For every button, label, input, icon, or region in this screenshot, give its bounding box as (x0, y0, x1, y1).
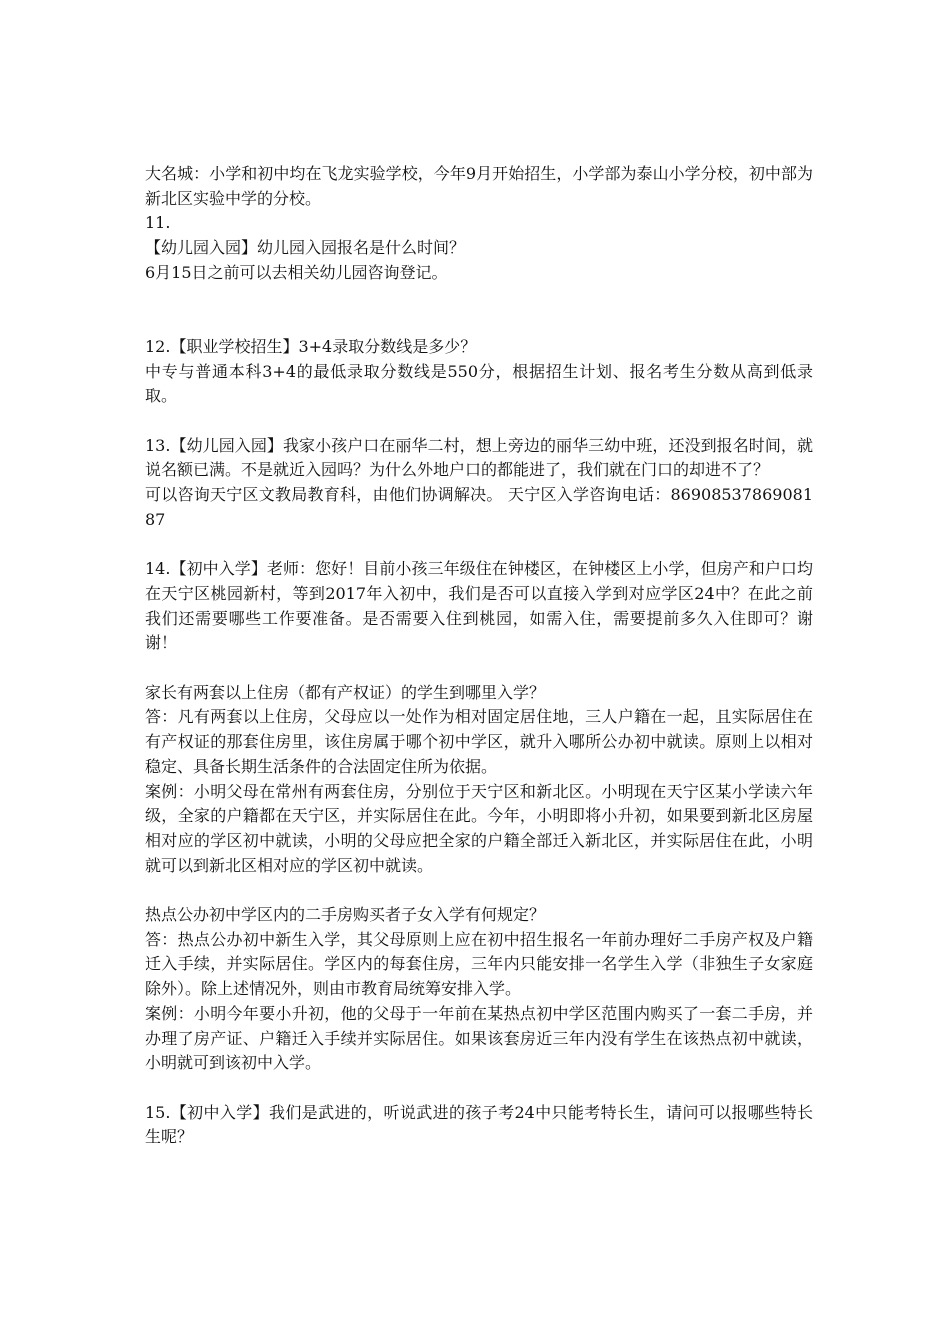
spacer (145, 1076, 813, 1101)
answer-13: 可以咨询天宁区文教局教育科，由他们协调解决。 天宁区入学咨询电话：8690853786908187 (145, 485, 813, 529)
faq-second-hand-case: 案例：小明今年要小升初，他的父母于一年前在某热点初中学区范围内购买了一套二手房，并办理了房产证、户籍迁入手续并实际居住。如果该套房近三年内没有学生在该热点初中就读，小明就可到该初中入学。 (145, 1003, 813, 1073)
question-11: 【幼儿园入园】幼儿园入园报名是什么时间？ (145, 238, 466, 258)
answer-12: 中专与普通本科3+4的最低录取分数线是550分，根据招生计划、报名考生分数从高到低录取。 (145, 361, 813, 406)
faq-two-houses-case: 案例：小明父母在常州有两套住房，分别位于天宁区和新北区。小明现在天宁区某小学读六年级，全家的户籍都在天宁区，并实际居住在此。今年，小明即将小升初，如果要到新北区房屋相对应的学区初中就读，小明的父母应把全家的户籍全部迁入新北区，并实际居住在此，小明就可以到新北区相对应的学区初中就读。 (145, 781, 813, 875)
spacer (145, 656, 813, 681)
spacer (145, 409, 813, 434)
paragraph-damingcheng: 大名城：小学和初中均在飞龙实验学校，今年9月开始招生，小学部为泰山小学分校，初中部为新北区实验中学的分校。 (145, 164, 813, 208)
question-14: 14.【初中入学】老师：您好！目前小孩三年级住在钟楼区，在钟楼区上小学，但房产和户口均在天宁区桃园新村，等到2017年入初中，我们是否可以直接入学到对应学区24中？在此之前我们还需要哪些工作要准备。是否需要入住到桃园，如需入住，需要提前多久入住即可？谢谢！ (145, 559, 813, 653)
spacer (145, 286, 813, 335)
spacer (145, 533, 813, 558)
faq-second-hand-question: 热点公办初中学区内的二手房购买者子女入学有何规定？ (145, 905, 546, 925)
question-13: 13.【幼儿园入园】我家小孩户口在丽华二村，想上旁边的丽华三幼中班，还没到报名时间，就说名额已满。不是就近入园吗？为什么外地户口的都能进了，我们就在门口的却进不了？ (145, 435, 813, 480)
spacer (145, 878, 813, 903)
item-number-11: 11. (145, 213, 171, 233)
document-page (145, 162, 813, 1150)
question-15: 15.【初中入学】我们是武进的，听说武进的孩子考24中只能考特长生，请问可以报哪些特长生呢？ (145, 1102, 813, 1147)
faq-two-houses-answer: 答：凡有两套以上住房，父母应以一处作为相对固定居住地，三人户籍在一起，且实际居住在有产权证的那套住房里，该住房属于哪个初中学区，就升入哪所公办初中就读。原则上以相对稳定、具备长期生活条件的合法固定住所为依据。 (145, 707, 813, 776)
faq-second-hand-answer: 答：热点公办初中新生入学，其父母原则上应在初中招生报名一年前办理好二手房产权及户籍迁入手续，并实际居住。学区内的每套住房，三年内只能安排一名学生入学（非独生子女家庭除外）。除上述情况外，则由市教育局统筹安排入学。 (145, 929, 813, 999)
answer-11: 6月15日之前可以去相关幼儿园咨询登记。 (145, 262, 448, 282)
question-12: 12.【职业学校招生】3+4录取分数线是多少？ (145, 336, 477, 356)
faq-two-houses-question: 家长有两套以上住房（都有产权证）的学生到哪里入学？ (145, 682, 546, 702)
